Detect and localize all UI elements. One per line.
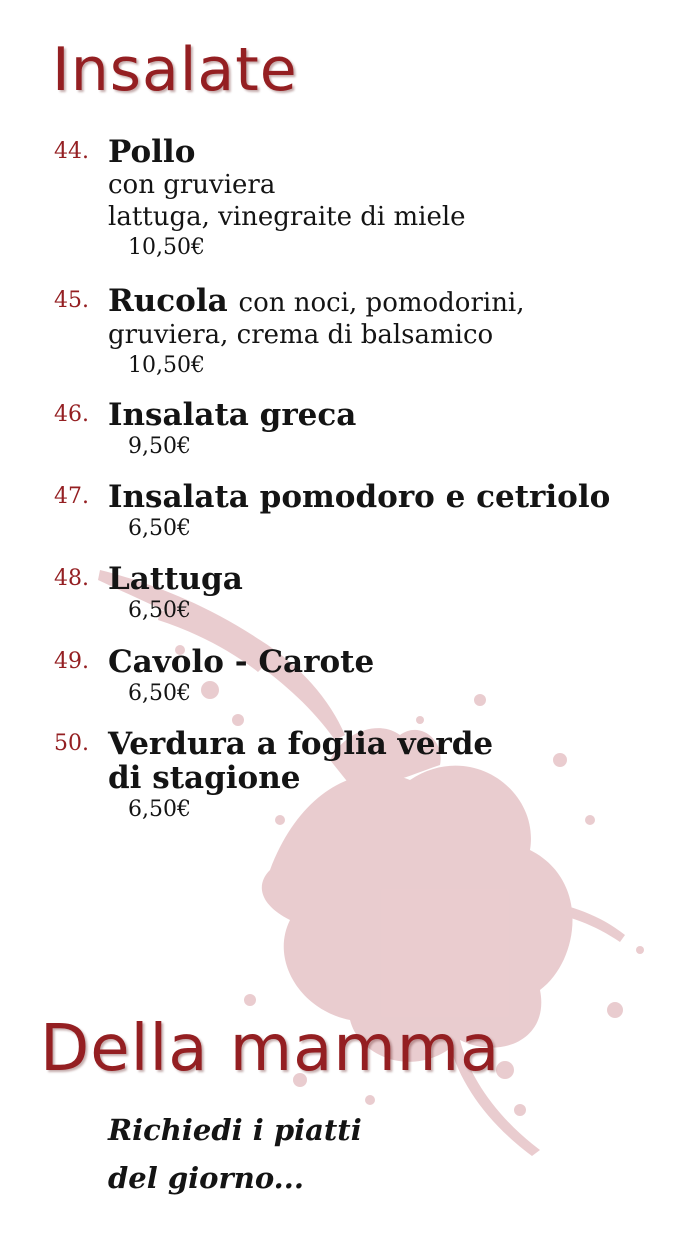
menu-item-44	[54, 135, 674, 267]
item-description: con noci, pomodorini,	[238, 288, 525, 318]
note-line: Richiedi i piatti	[108, 1113, 362, 1147]
item-name: di stagione	[108, 760, 301, 796]
item-number: 47.	[54, 484, 89, 509]
menu-item-48	[54, 562, 674, 626]
item-name-line	[108, 284, 674, 319]
item-price: 6,50€	[128, 516, 191, 541]
item-price: 10,50€	[128, 353, 205, 378]
item-number: 45.	[54, 288, 89, 313]
menu-item-46	[54, 398, 674, 462]
item-name: Pollo	[108, 134, 196, 170]
item-number: 49.	[54, 649, 89, 674]
item-number: 48.	[54, 566, 89, 591]
item-number: 44.	[54, 139, 89, 164]
item-price: 6,50€	[128, 797, 191, 822]
item-description: gruviera, crema di balsamico	[108, 320, 494, 350]
item-number: 46.	[54, 402, 89, 427]
menu-item-47	[54, 480, 674, 544]
daily-special-note	[108, 1106, 362, 1202]
item-name: Cavolo - Carote	[108, 644, 375, 680]
item-description: lattuga, vinegraite di miele	[108, 202, 466, 232]
section-title-della-mamma: Della mamma	[40, 1012, 501, 1086]
item-name: Verdura a foglia verde	[108, 726, 494, 762]
item-price: 10,50€	[128, 235, 205, 260]
item-price: 9,50€	[128, 434, 191, 459]
note-line: del giorno...	[108, 1161, 304, 1195]
item-description: con gruviera	[108, 170, 276, 200]
item-price: 6,50€	[128, 598, 191, 623]
menu-item-49	[54, 645, 674, 709]
menu-item-45	[54, 284, 674, 384]
item-price: 6,50€	[128, 681, 191, 706]
item-number: 50.	[54, 731, 89, 756]
item-name: Insalata greca	[108, 397, 357, 433]
item-name: Lattuga	[108, 561, 243, 597]
item-name: Insalata pomodoro e cetriolo	[108, 479, 611, 515]
item-name: Rucola	[108, 283, 228, 319]
section-title-insalate: Insalate	[52, 35, 298, 105]
menu-item-50	[54, 727, 674, 827]
